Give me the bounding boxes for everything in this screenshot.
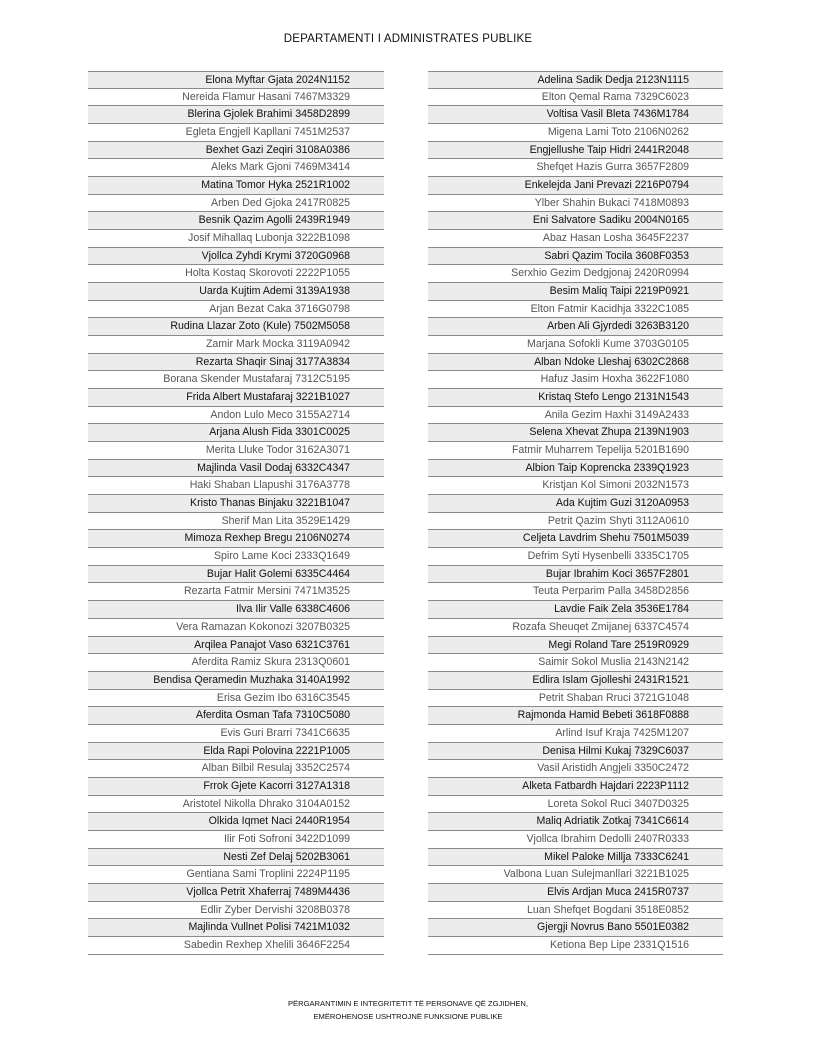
list-item: Celjeta Lavdrim Shehu 7501M5039 xyxy=(428,530,723,548)
list-item: Loreta Sokol Ruci 3407D0325 xyxy=(428,796,723,814)
list-item: Evis Guri Brarri 7341C6635 xyxy=(88,725,384,743)
list-item: Marjana Sofokli Kume 3703G0105 xyxy=(428,336,723,354)
list-item: Alketa Fatbardh Hajdari 2223P1112 xyxy=(428,778,723,796)
list-item: Olkida Iqmet Naci 2440R1954 xyxy=(88,813,384,831)
list-item: Hafuz Jasim Hoxha 3622F1080 xyxy=(428,371,723,389)
list-item: Aristotel Nikolla Dhrako 3104A0152 xyxy=(88,796,384,814)
list-item: Luan Shefqet Bogdani 3518E0852 xyxy=(428,902,723,920)
list-item: Ilir Foti Sofroni 3422D1099 xyxy=(88,831,384,849)
list-item: Mimoza Rexhep Bregu 2106N0274 xyxy=(88,530,384,548)
list-item: Aleks Mark Gjoni 7469M3414 xyxy=(88,159,384,177)
list-item: Enkelejda Jani Prevazi 2216P0794 xyxy=(428,177,723,195)
list-item: Alban Ndoke Lleshaj 6302C2868 xyxy=(428,354,723,372)
list-item: Bexhet Gazi Zeqiri 3108A0386 xyxy=(88,142,384,160)
list-item: Abaz Hasan Losha 3645F2237 xyxy=(428,230,723,248)
list-item: Arqilea Panajot Vaso 6321C3761 xyxy=(88,637,384,655)
list-item: Mikel Paloke Millja 7333C6241 xyxy=(428,849,723,867)
list-item: Haki Shaban Llapushi 3176A3778 xyxy=(88,477,384,495)
list-item: Elvis Ardjan Muca 2415R0737 xyxy=(428,884,723,902)
list-item: Elton Fatmir Kacidhja 3322C1085 xyxy=(428,301,723,319)
list-item: Engjellushe Taip Hidri 2441R2048 xyxy=(428,142,723,160)
list-item: Nesti Zef Delaj 5202B3061 xyxy=(88,849,384,867)
document-title: DEPARTAMENTI I ADMINISTRATES PUBLIKE xyxy=(283,33,533,45)
list-item: Arlind Isuf Kraja 7425M1207 xyxy=(428,725,723,743)
list-item: Anila Gezim Haxhi 3149A2433 xyxy=(428,407,723,425)
list-item: Erisa Gezim Ibo 6316C3545 xyxy=(88,690,384,708)
left-name-column xyxy=(88,71,384,955)
list-item: Vjollca Petrit Xhaferraj 7489M4436 xyxy=(88,884,384,902)
list-item: Egleta Engjell Kapllani 7451M2537 xyxy=(88,124,384,142)
list-item: Frida Albert Mustafaraj 3221B1027 xyxy=(88,389,384,407)
list-item: Petrit Shaban Rruci 3721G1048 xyxy=(428,690,723,708)
list-item: Vjollca Ibrahim Dedolli 2407R0333 xyxy=(428,831,723,849)
list-item: Holta Kostaq Skorovoti 2222P1055 xyxy=(88,265,384,283)
list-item: Fatmir Muharrem Tepelija 5201B1690 xyxy=(428,442,723,460)
list-item: Defrim Syti Hysenbelli 3335C1705 xyxy=(428,548,723,566)
list-item: Petrit Qazim Shyti 3112A0610 xyxy=(428,513,723,531)
list-item: Rezarta Shaqir Sinaj 3177A3834 xyxy=(88,354,384,372)
list-item: Serxhio Gezim Dedgjonaj 2420R0994 xyxy=(428,265,723,283)
list-item: Rozafa Sheuqet Zmijanej 6337C4574 xyxy=(428,619,723,637)
footer-line-1: PËRGARANTIMIN E INTEGRITETIT TË PERSONAVE QË ZGJIDHEN, xyxy=(287,999,529,1008)
list-item: Teuta Perparim Palla 3458D2856 xyxy=(428,583,723,601)
list-item: Arjan Bezat Caka 3716G0798 xyxy=(88,301,384,319)
list-item: Arben Ali Gjyrdedi 3263B3120 xyxy=(428,318,723,336)
list-item: Edlira Islam Gjolleshi 2431R1521 xyxy=(428,672,723,690)
list-item: Vjollca Zyhdi Krymi 3720G0968 xyxy=(88,248,384,266)
list-item: Majlinda Vasil Dodaj 6332C4347 xyxy=(88,460,384,478)
list-item: Adelina Sadik Dedja 2123N1115 xyxy=(428,71,723,89)
list-item: Bujar Halit Golemi 6335C4464 xyxy=(88,566,384,584)
list-item: Migena Lami Toto 2106N0262 xyxy=(428,124,723,142)
list-item: Saimir Sokol Muslia 2143N2142 xyxy=(428,654,723,672)
list-item: Besnik Qazim Agolli 2439R1949 xyxy=(88,212,384,230)
footer-line-2: EMËROHENOSE USHTROJNË FUNKSIONE PUBLIKE xyxy=(313,1011,503,1021)
list-item: Sherif Man Lita 3529E1429 xyxy=(88,513,384,531)
list-item: Bujar Ibrahim Koci 3657F2801 xyxy=(428,566,723,584)
list-item: Gjergji Novrus Bano 5501E0382 xyxy=(428,919,723,937)
list-item: Denisa Hilmi Kukaj 7329C6037 xyxy=(428,743,723,761)
right-name-column xyxy=(428,71,723,955)
list-item: Valbona Luan Sulejmanllari 3221B1025 xyxy=(428,866,723,884)
list-item: Aferdita Osman Tafa 7310C5080 xyxy=(88,707,384,725)
list-item: Elona Myftar Gjata 2024N1152 xyxy=(88,71,384,89)
list-item: Uarda Kujtim Ademi 3139A1938 xyxy=(88,283,384,301)
list-item: Gentiana Sami Troplini 2224P1195 xyxy=(88,866,384,884)
list-item: Rudina Llazar Zoto (Kule) 7502M5058 xyxy=(88,318,384,336)
list-item: Andon Lulo Meco 3155A2714 xyxy=(88,407,384,425)
list-item: Elton Qemal Rama 7329C6023 xyxy=(428,89,723,107)
list-item: Frrok Gjete Kacorri 3127A1318 xyxy=(88,778,384,796)
list-item: Eni Salvatore Sadiku 2004N0165 xyxy=(428,212,723,230)
list-item: Kristjan Kol Simoni 2032N1573 xyxy=(428,477,723,495)
list-item: Josif Mihallaq Lubonja 3222B1098 xyxy=(88,230,384,248)
list-item: Lavdie Faik Zela 3536E1784 xyxy=(428,601,723,619)
list-item: Majlinda Vullnet Polisi 7421M1032 xyxy=(88,919,384,937)
list-item: Edlir Zyber Dervishi 3208B0378 xyxy=(88,902,384,920)
list-item: Ada Kujtim Guzi 3120A0953 xyxy=(428,495,723,513)
list-item: Blerina Gjolek Brahimi 3458D2899 xyxy=(88,106,384,124)
list-item: Sabri Qazim Tocila 3608F0353 xyxy=(428,248,723,266)
list-item: Kristo Thanas Binjaku 3221B1047 xyxy=(88,495,384,513)
list-item: Besim Maliq Taipi 2219P0921 xyxy=(428,283,723,301)
list-item: Voltisa Vasil Bleta 7436M1784 xyxy=(428,106,723,124)
list-item: Ketiona Bep Lipe 2331Q1516 xyxy=(428,937,723,955)
list-item: Maliq Adriatik Zotkaj 7341C6614 xyxy=(428,813,723,831)
document-footer xyxy=(0,998,816,1023)
list-item: Megi Roland Tare 2519R0929 xyxy=(428,637,723,655)
list-item: Kristaq Stefo Lengo 2131N1543 xyxy=(428,389,723,407)
list-item: Arben Ded Gjoka 2417R0825 xyxy=(88,195,384,213)
list-item: Vera Ramazan Kokonozi 3207B0325 xyxy=(88,619,384,637)
list-item: Nereida Flamur Hasani 7467M3329 xyxy=(88,89,384,107)
list-item: Alban Bilbil Resulaj 3352C2574 xyxy=(88,760,384,778)
list-item: Zamir Mark Mocka 3119A0942 xyxy=(88,336,384,354)
list-item: Sabedin Rexhep Xhelili 3646F2254 xyxy=(88,937,384,955)
list-item: Selena Xhevat Zhupa 2139N1903 xyxy=(428,424,723,442)
list-item: Matina Tomor Hyka 2521R1002 xyxy=(88,177,384,195)
list-item: Ylber Shahin Bukaci 7418M0893 xyxy=(428,195,723,213)
list-item: Borana Skender Mustafaraj 7312C5195 xyxy=(88,371,384,389)
list-item: Rajmonda Hamid Bebeti 3618F0888 xyxy=(428,707,723,725)
list-item: Bendisa Qeramedin Muzhaka 3140A1992 xyxy=(88,672,384,690)
list-item: Arjana Alush Fida 3301C0025 xyxy=(88,424,384,442)
list-item: Merita Lluke Todor 3162A3071 xyxy=(88,442,384,460)
list-item: Elda Rapi Polovina 2221P1005 xyxy=(88,743,384,761)
list-item: Vasil Aristidh Angjeli 3350C2472 xyxy=(428,760,723,778)
list-item: Albion Taip Koprencka 2339Q1923 xyxy=(428,460,723,478)
list-item: Aferdita Ramiz Skura 2313Q0601 xyxy=(88,654,384,672)
list-item: Rezarta Fatmir Mersini 7471M3525 xyxy=(88,583,384,601)
list-item: Shefqet Hazis Gurra 3657F2809 xyxy=(428,159,723,177)
list-item: Ilva Ilir Valle 6338C4606 xyxy=(88,601,384,619)
list-item: Spiro Lame Koci 2333Q1649 xyxy=(88,548,384,566)
